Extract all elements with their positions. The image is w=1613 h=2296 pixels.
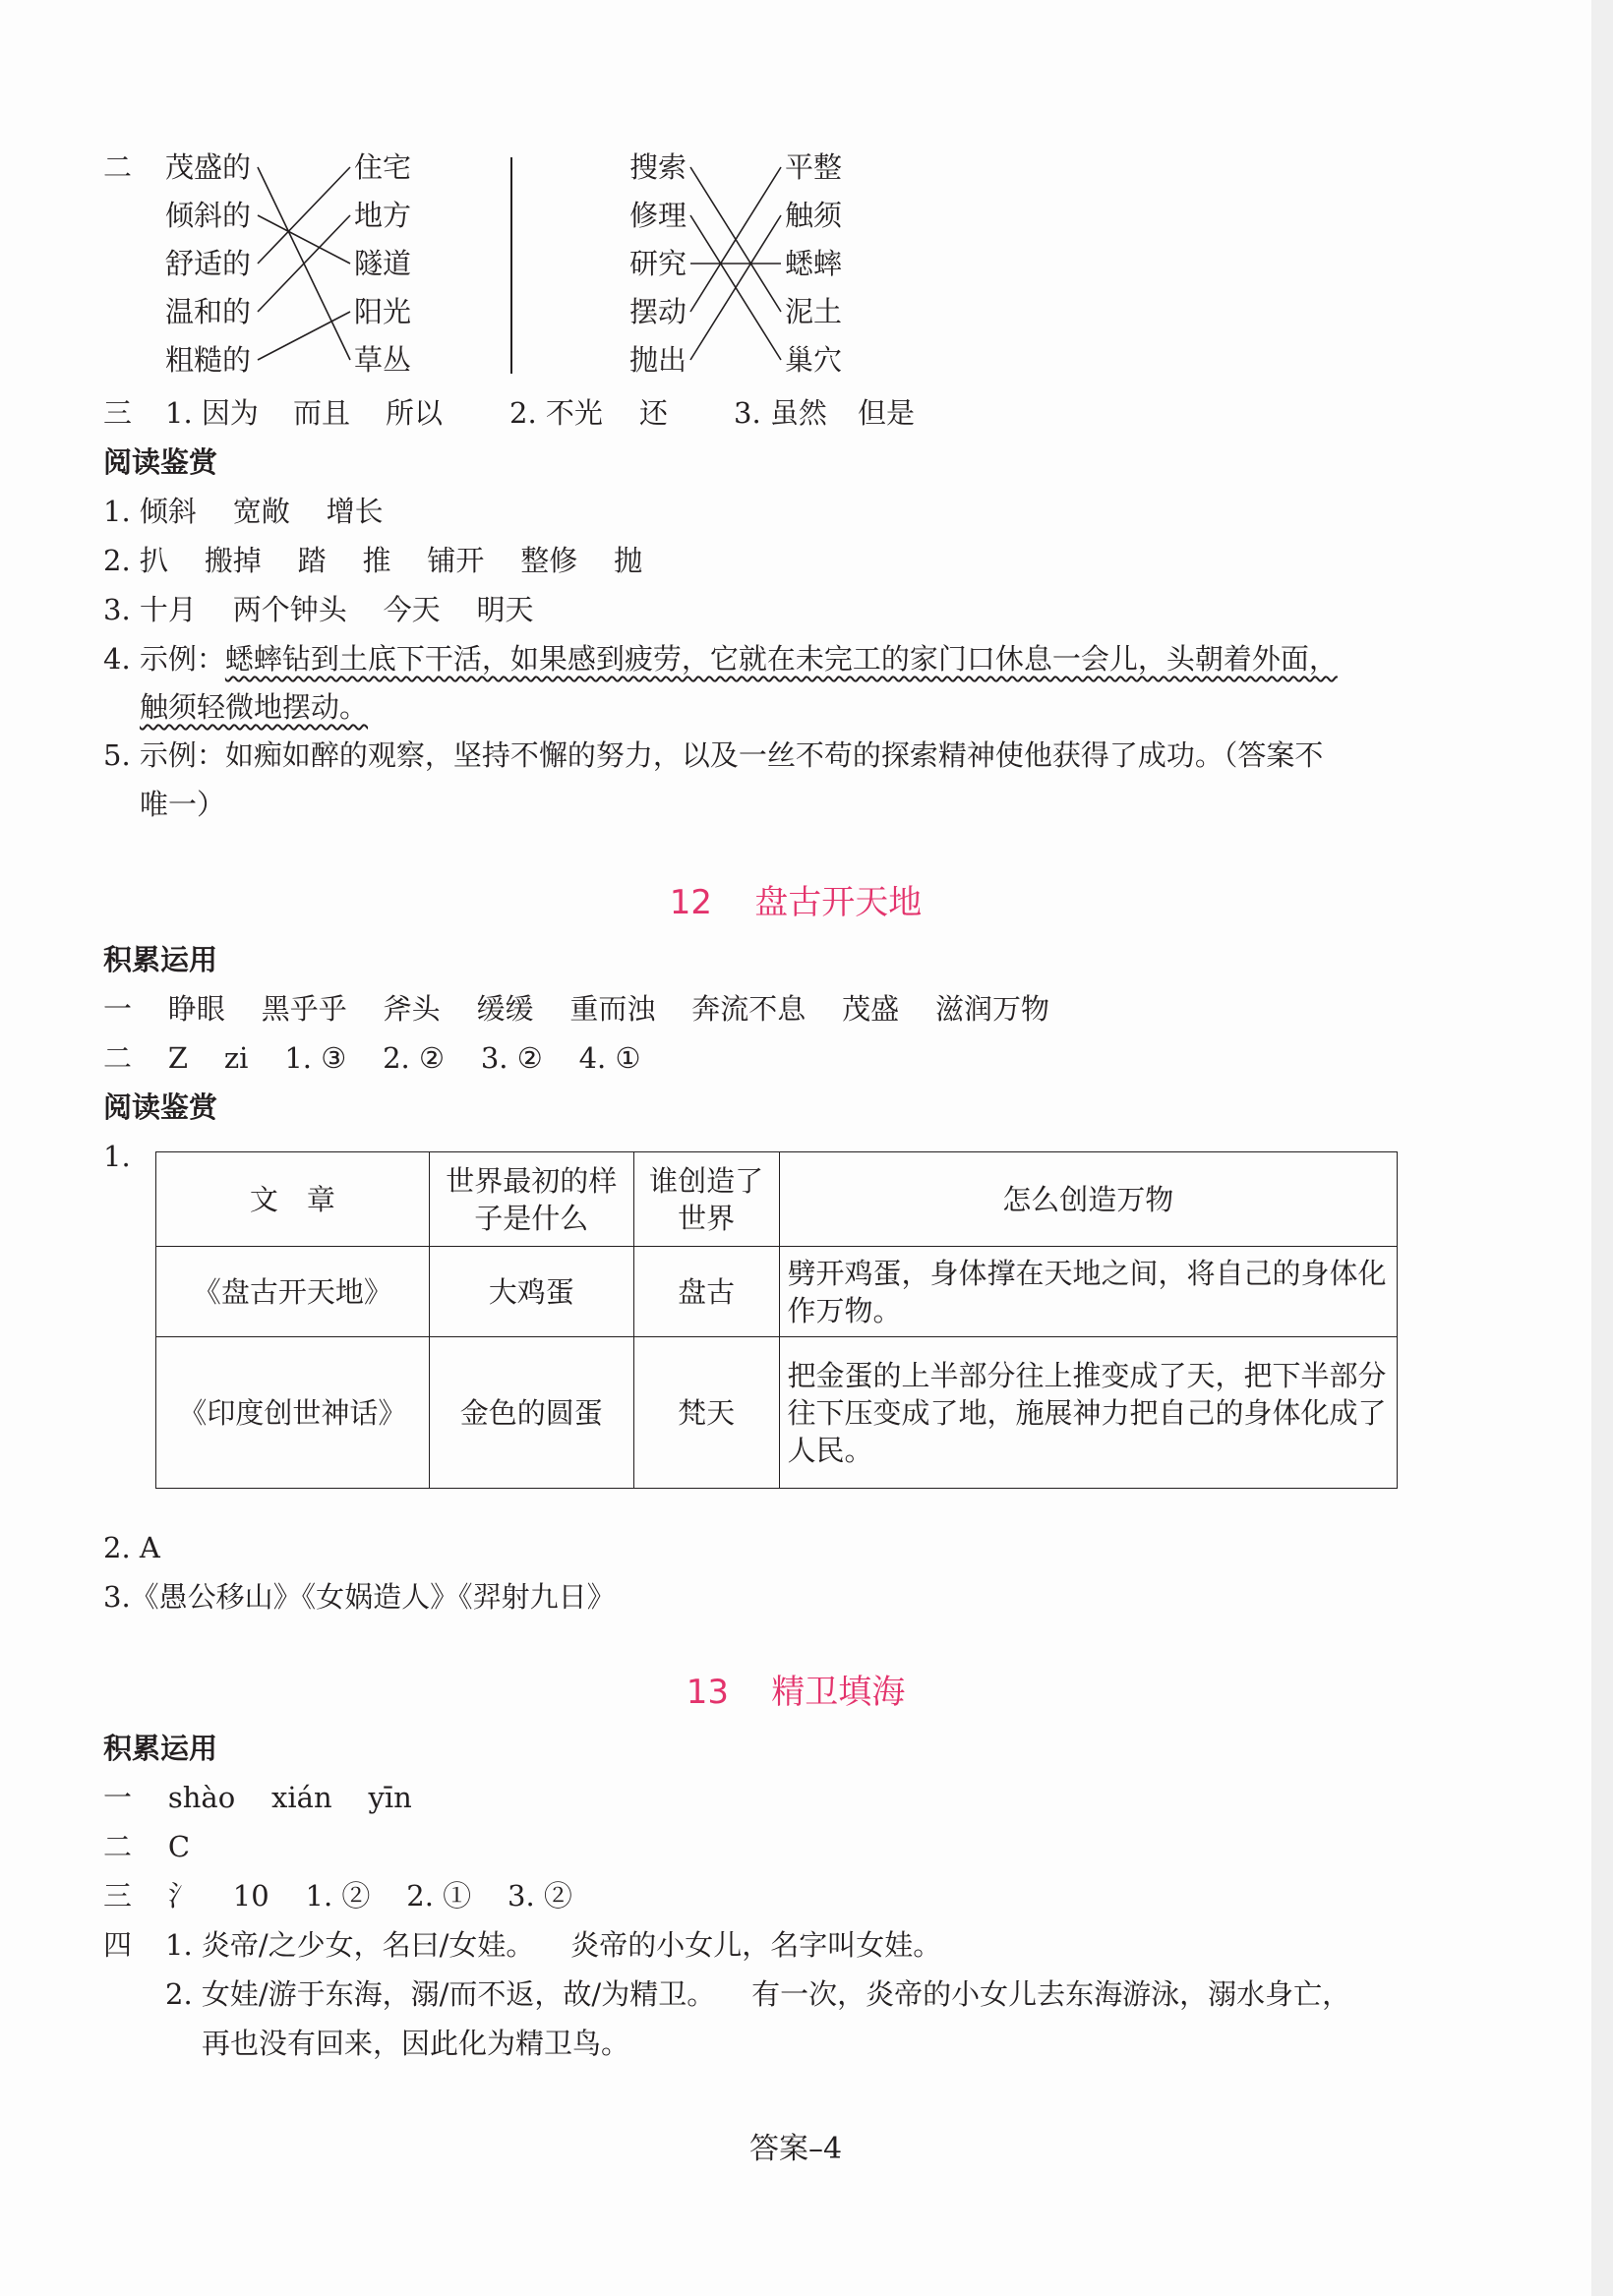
reading-answer-2: 2. 扒 搬掉 踏 推 铺开 整修 抛 — [103, 544, 643, 577]
match-right-a-1: 住宅 — [354, 150, 412, 184]
san-item-7: 但是 — [858, 396, 916, 430]
lesson-13-si-2-cont: 再也没有回来，因此化为精卫鸟。 — [202, 2027, 630, 2060]
san-item-2: 而且 — [293, 396, 351, 430]
match-line-a-3 — [258, 167, 350, 264]
lesson-12-q2: 2. A — [103, 1531, 160, 1564]
reading-answer-5-cont: 唯一） — [140, 788, 226, 821]
lesson-12-yi: 一 睁眼 黑乎乎 斧头 缓缓 重而浊 奔流不息 茂盛 滋润万物 — [103, 992, 1049, 1026]
match-left-a-5: 粗糙的 — [165, 343, 252, 377]
match-left-a-1: 茂盛的 — [165, 150, 252, 184]
san-item-6: 3. 虽然 — [734, 396, 827, 430]
table-header-row — [156, 1152, 1398, 1247]
table-header-cell: 怎么创造万物 — [779, 1152, 1397, 1247]
lesson-12-q3: 3.《愚公移山》《女娲造人》《羿射九日》 — [103, 1580, 616, 1614]
section-heading-reading: 阅读鉴赏 — [103, 445, 218, 479]
match-right-b-3: 蟋蟀 — [785, 247, 843, 280]
match-right-b-5: 巢穴 — [785, 343, 843, 377]
lesson-13-si-2: 2. 女娃/游于东海，溺/而不返，故/为精卫。 有一次，炎帝的小女儿去东海游泳，溺水身亡， — [165, 1977, 1351, 2011]
match-line-a-4 — [258, 215, 350, 312]
lesson-12-er: 二 Z zi 1. ③ 2. ② 3. ② 4. ① — [103, 1041, 641, 1075]
lesson-13-si-label: 四 — [103, 1928, 133, 1962]
lesson-13-si-1: 1. 炎帝/之少女，名曰/女娃。 炎帝的小女儿，名字叫女娃。 — [165, 1928, 942, 1962]
page-number: 答案–4 — [748, 2132, 843, 2166]
match-left-b-2: 修理 — [629, 199, 687, 232]
reading-answer-4-cont: 触须轻微地摆动。 — [140, 690, 369, 724]
table-header-cell: 世界最初的样子是什么 — [429, 1152, 633, 1247]
table-cell: 盘古 — [633, 1247, 779, 1337]
creation-myth-table — [155, 1151, 1398, 1489]
table-cell: 《盘古开天地》 — [156, 1247, 430, 1337]
match-right-b-4: 泥土 — [785, 295, 843, 328]
lesson-13-er: 二 C — [103, 1830, 191, 1863]
match-right-b-2: 触须 — [785, 199, 843, 232]
table-header-cell: 文 章 — [156, 1152, 430, 1247]
section-heading-reading-12: 阅读鉴赏 — [103, 1090, 218, 1124]
match-left-b-1: 搜索 — [629, 150, 687, 184]
lesson-13-san: 三 氵 10 1. ② 2. ① 3. ② — [103, 1879, 572, 1913]
san-label: 三 — [103, 396, 133, 430]
reading-answer-3: 3. 十月 两个钟头 今天 明天 — [103, 593, 534, 626]
match-left-b-4: 摆动 — [629, 295, 687, 328]
match-label: 二 — [103, 150, 133, 184]
table-cell: 把金蛋的上半部分往上推变成了天，把下半部分往下压变成了地，施展神力把自己的身体化成了人民。 — [779, 1337, 1397, 1489]
san-item-4: 2. 不光 — [509, 396, 603, 430]
match-left-a-4: 温和的 — [165, 295, 252, 328]
match-right-b-1: 平整 — [785, 150, 843, 184]
san-item-3: 所以 — [386, 396, 444, 430]
match-left-b-5: 抛出 — [629, 343, 687, 377]
san-item-1: 1. 因为 — [165, 396, 259, 430]
section-heading-accumulate-12: 积累运用 — [103, 943, 218, 976]
lesson-13-title: 13 精卫填海 — [686, 1673, 906, 1712]
table-cell: 劈开鸡蛋，身体撑在天地之间，将自己的身体化作万物。 — [779, 1247, 1397, 1337]
table-row — [156, 1247, 1398, 1337]
lesson-12-title: 12 盘古开天地 — [669, 883, 923, 922]
reading-answer-5: 5. 示例：如痴如醉的观察，坚持不懈的努力，以及一丝不苟的探索精神使他获得了成功。（答案不 — [103, 738, 1324, 772]
match-right-a-3: 隧道 — [354, 247, 412, 280]
page-gutter — [1591, 0, 1613, 2296]
reading-answer-4-prefix: 4. 示例： — [103, 642, 225, 676]
match-right-a-4: 阳光 — [354, 295, 412, 328]
match-left-a-3: 舒适的 — [165, 247, 252, 280]
match-right-a-2: 地方 — [354, 199, 412, 232]
reading-answer-4-text: 蟋蟀钻到土底下干活，如果感到疲劳，它就在未完工的家门口休息一会儿，头朝着外面， — [224, 642, 1338, 676]
section-heading-accumulate-13: 积累运用 — [103, 1732, 218, 1765]
table-cell: 大鸡蛋 — [429, 1247, 633, 1337]
match-right-a-5: 草丛 — [354, 343, 412, 377]
table-cell: 《印度创世神话》 — [156, 1337, 430, 1489]
match-line-a-2 — [258, 215, 350, 264]
table-cell: 金色的圆蛋 — [429, 1337, 633, 1489]
table-header-cell: 谁创造了世界 — [633, 1152, 779, 1247]
match-left-a-2: 倾斜的 — [165, 199, 252, 232]
reading-answer-1: 1. 倾斜 宽敞 增长 — [103, 495, 384, 528]
match-left-b-3: 研究 — [629, 247, 687, 280]
match-line-a-5 — [258, 312, 350, 360]
match-lines — [0, 0, 984, 413]
lesson-13-yi: 一 shào xián yīn — [103, 1781, 412, 1814]
san-item-5: 还 — [639, 396, 669, 430]
table-row — [156, 1337, 1398, 1489]
lesson-12-q1-label: 1. — [103, 1140, 131, 1173]
reading-answer-4 — [103, 641, 1338, 677]
table-cell: 梵天 — [633, 1337, 779, 1489]
